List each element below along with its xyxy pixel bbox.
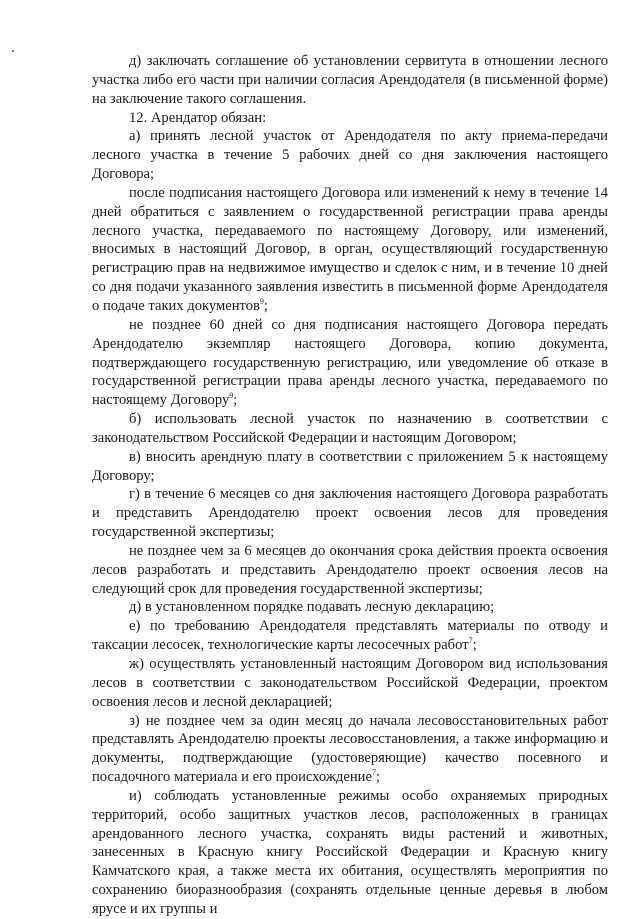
paragraph-e-materials: е) по требованию Арендодателя представлять материалы по отводу и таксации лесосек, технологические карты лесосечных работ$^7$; <box>92 618 608 654</box>
footnote-ref: 9 <box>229 391 234 401</box>
paragraph-zh-forest-use: ж) осуществлять установленный настоящим Договором вид использования лесов в соответствии с законодательством Российской Федерации, проектом освоения лесов и лесной декларацией; <box>92 656 608 710</box>
paragraph-project-renewal: не позднее чем за 6 месяцев до окончания срока действия проекта освоения лесов разработать и представить Арендодателю проект освоения лесов на следующий срок для проведения государственной экспертизы; <box>92 542 608 597</box>
paragraph-v-rent: в) вносить арендную плату в соответствии с приложением 5 к настоящему Договору; <box>92 448 608 484</box>
paragraph-d-declaration: д) в установленном порядке подавать лесную декларацию; <box>129 599 495 616</box>
paragraph-i-protected: и) соблюдать установленные режимы особо охраняемых природных территорий, особо защитных участков лесов, расположенных в границах арендованного лесного участка, сохранять виды растений и животных, занесенных в Красную книгу Российской Федерации и Красную книгу Камчатского края, а также места их обитания, осуществлять мероприятия по сохранению биоразнообразия (сохранять отдельные ценные деревья в любом ярусе и их группы и <box>92 787 608 917</box>
paragraph-a-accept: а) принять лесной участок от Арендодателя по акту приема-передачи лесного участка в течение 5 рабочих дней со дня заключения настоящего Договора; <box>92 128 608 183</box>
footnote-ref: 7 <box>468 636 473 646</box>
footnote-ref: 7 <box>371 768 376 778</box>
paragraph-registration: после подписания настоящего Договора или изменений к нему в течение 14 дней обратиться с заявлением о государственной регистрации права аренды лесного участка, передаваемого по настоящему Договору, или изменений, вносимых в настоящий Договор, в орган, осуществляющий государственную регистрацию прав на недвижимое имущество и сделок с ним, и в течение 10 дней со дня подачи указанного заявления известить в письменной форме Арендодателя о подаче таких документов$^9$; <box>92 184 608 314</box>
paragraph-b-use: б) использовать лесной участок по назначению в соответствии с законодательством Российской Федерации и настоящим Договором; <box>92 411 608 446</box>
paragraph-12-heading: 12. Арендатор обязан: <box>129 109 267 126</box>
paragraph-transfer-copy: не позднее 60 дней со дня подписания настоящего Договора передать Арендодателю экземпляр настоящего Договора, копию документа, подтверждающего государственную регистрацию, или уведомление об отказе в государственной регистрации права аренды лесного участка, передаваемого по настоящему Договору$^9$; <box>92 316 608 409</box>
scan-speck <box>12 50 14 52</box>
paragraph-g-project: г) в течение 6 месяцев со дня заключения настоящего Договора разработать и представить Арендодателю проект освоения лесов для проведения государственной экспертизы; <box>92 486 608 541</box>
document-page <box>92 52 608 919</box>
footnote-ref: 9 <box>259 296 264 306</box>
paragraph-d-servitude: д) заключать соглашение об установлении сервитута в отношении лесного участка либо его части при наличии согласия Арендодателя (в письменной форме) на заключение такого соглашения. <box>92 53 608 107</box>
paragraph-z-reforestation: з) не позднее чем за один месяц до начала лесовосстановительных работ представлять Арендодателю проекты лесовосстановления, а также информацию и документы, подтверждающие (удостоверяющие) качество посевного и посадочного материала и его происхождение$^7$; <box>92 712 608 786</box>
